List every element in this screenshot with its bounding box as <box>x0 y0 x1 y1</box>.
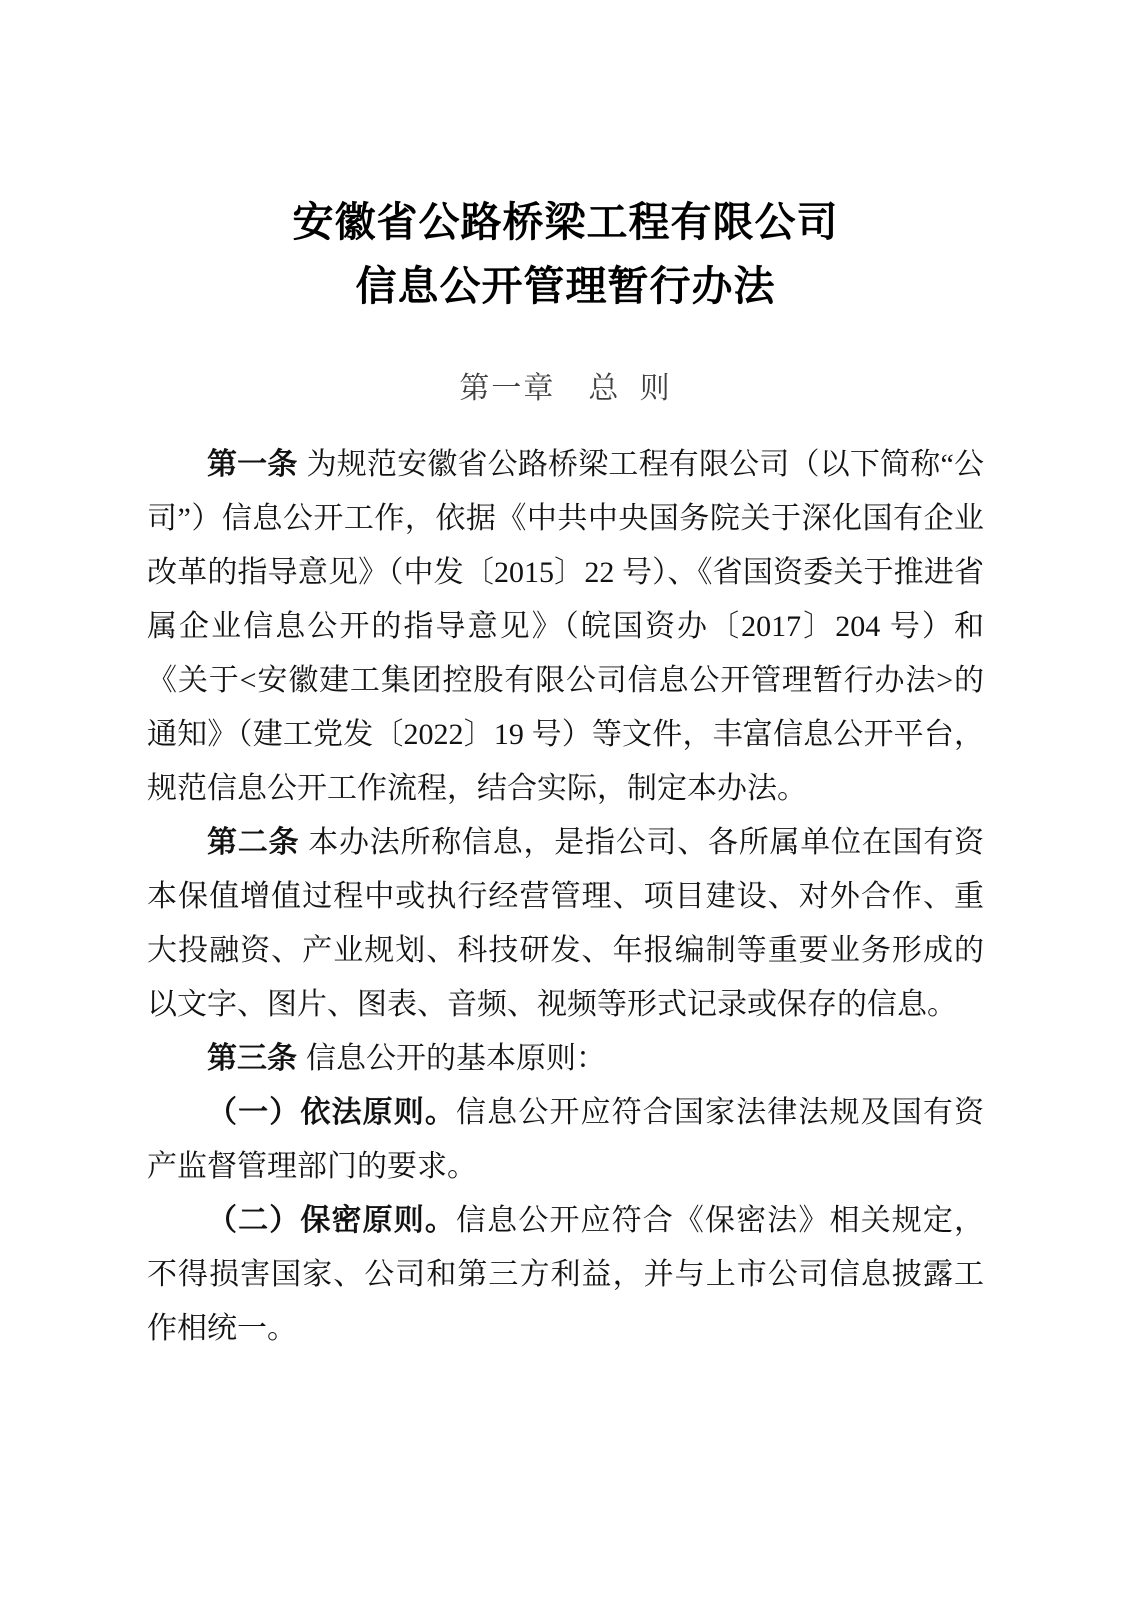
principle-2-lead: （二）保密原则。 <box>207 1204 456 1237</box>
principle-1-lead: （一）依法原则。 <box>207 1096 456 1129</box>
clause-3-number: 第三条 <box>207 1042 297 1075</box>
principle-2 <box>147 1194 984 1356</box>
clause-3 <box>147 1032 984 1086</box>
document-title-line-2: 信息公开管理暂行办法 <box>355 263 776 309</box>
clause-2 <box>147 816 984 1032</box>
clause-2-number: 第二条 <box>207 826 300 859</box>
clause-3-text: 信息公开的基本原则： <box>306 1042 606 1075</box>
clause-1 <box>147 438 984 816</box>
chapter-heading <box>0 372 1131 406</box>
chapter-name: 总 则 <box>588 372 672 405</box>
clause-1-text: 为规范安徽省公路桥梁工程有限公司（以下简称“公司”）信息公开工作，依据《中共中央国务院关于深化国有企业改革的指导意见》（中发〔2015〕22 号）、《省国资委关于推进省属企业信息公开的指导意见》（皖国资办〔2017〕204 号）和《关于<安徽建工集团控股有限公司信息公开管理暂行办法>的通知》（建工党发〔2022〕19 号）等文件，丰富信息公开平台，规范信息公开工作流程，结合实际，制定本办法。 <box>147 448 984 805</box>
document-title-line-1: 安徽省公路桥梁工程有限公司 <box>292 199 839 245</box>
clause-2-text: 本办法所称信息，是指公司、各所属单位在国有资本保值增值过程中或执行经营管理、项目建设、对外合作、重大投融资、产业规划、科技研发、年报编制等重要业务形成的以文字、图片、图表、音频、视频等形式记录或保存的信息。 <box>147 826 984 1021</box>
principle-1-text: 信息公开应符合国家法律法规及国有资产监督管理部门的要求。 <box>147 1096 984 1183</box>
principle-1 <box>147 1086 984 1194</box>
clause-1-number: 第一条 <box>207 448 298 481</box>
chapter-number: 第一章 <box>459 372 556 405</box>
document-title <box>0 0 1131 318</box>
document-body <box>147 438 984 1356</box>
principle-2-text: 信息公开应符合《保密法》相关规定，不得损害国家、公司和第三方利益，并与上市公司信息披露工作相统一。 <box>147 1204 984 1345</box>
